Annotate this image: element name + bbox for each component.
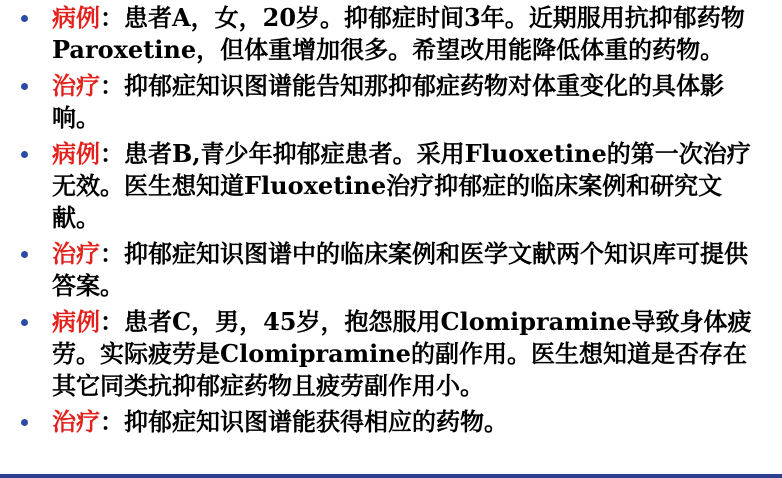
list-item (0, 306, 782, 402)
item-text: 患者C，男，45岁，抱怨服用Clomipramine导致身体疲劳。实际疲劳是Clomipramine的副作用。医生想知道是否存在其它同类抗抑郁症药物且疲劳副作用小。 (52, 307, 752, 400)
list-item (0, 2, 782, 66)
item-separator: ： (100, 407, 124, 436)
bottom-divider (0, 474, 782, 478)
item-text: 抑郁症知识图谱中的临床案例和医学文献两个知识库可提供答案。 (52, 239, 748, 300)
list-item (0, 238, 782, 302)
bullet-dot-icon (21, 251, 28, 258)
bullet-dot-icon (21, 151, 28, 158)
bullet-dot-icon (21, 15, 28, 22)
item-label: 治疗 (52, 407, 100, 436)
item-text: 抑郁症知识图谱能告知那抑郁症药物对体重变化的具体影响。 (52, 71, 724, 132)
item-text: 抑郁症知识图谱能获得相应的药物。 (124, 407, 508, 436)
item-text: 患者B,青少年抑郁症患者。采用Fluoxetine的第一次治疗无效。医生想知道Fluoxetine治疗抑郁症的临床案例和研究文献。 (52, 139, 751, 232)
list-item (0, 138, 782, 234)
item-separator: ： (100, 239, 124, 268)
list-item (0, 406, 782, 438)
list-item (0, 70, 782, 134)
item-separator: ： (100, 139, 124, 168)
bullet-dot-icon (21, 419, 28, 426)
bullet-dot-icon (21, 83, 28, 90)
item-label: 病例 (52, 3, 100, 32)
item-label: 治疗 (52, 71, 100, 100)
item-separator: ： (100, 307, 124, 336)
item-label: 病例 (52, 139, 100, 168)
bullet-dot-icon (21, 319, 28, 326)
bullet-list (0, 2, 782, 442)
item-text: 患者A，女，20岁。抑郁症时间3年。近期服用抗抑郁药物Paroxetine，但体重增加很多。希望改用能降低体重的药物。 (52, 3, 745, 64)
item-label: 治疗 (52, 239, 100, 268)
item-separator: ： (100, 71, 124, 100)
item-separator: ： (100, 3, 124, 32)
item-label: 病例 (52, 307, 100, 336)
